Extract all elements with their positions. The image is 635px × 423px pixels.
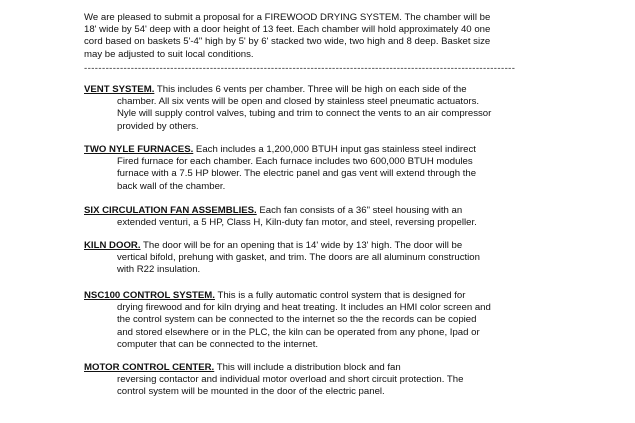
section-heading: TWO NYLE FURNACES.	[84, 144, 194, 155]
section-heading: KILN DOOR.	[84, 240, 141, 251]
section-heading: MOTOR CONTROL CENTER.	[84, 362, 215, 373]
section-text: This will include a distribution block and fan	[214, 362, 401, 373]
section-line: extended venturi, a 5 HP, Class H, Kiln-duty fan motor, and steel, reversing propeller.	[117, 217, 477, 229]
section-text: This includes 6 vents per chamber. Three will be high on each side of the	[154, 84, 467, 95]
section-line: back wall of the chamber.	[117, 180, 226, 192]
intro-line: 18' wide by 54' deep with a door height of 13 feet. Each chamber will hold approximately 40 one	[84, 24, 491, 36]
section-six-circulation-fan-assemblies	[84, 205, 564, 229]
intro-line: We are pleased to submit a proposal for a FIREWOOD DRYING SYSTEM. The chamber will be	[84, 12, 491, 23]
section-line: Nyle will supply control valves, tubing and trim to connect the vents to an air compressor	[117, 108, 492, 120]
section-text: The door will be for an opening that is 14' wide by 13' high. The door will be	[140, 240, 463, 251]
section-line: chamber. All six vents will be open and closed by stainless steel pneumatic actuators.	[117, 96, 480, 108]
section-nsc100-control-system	[84, 290, 564, 351]
section-line: furnace with a 7.5 HP blower. The electric panel and gas vent will extend through the	[117, 168, 477, 180]
section-text: Each fan consists of a 36" steel housing with an	[256, 205, 463, 216]
section-first-line	[84, 144, 564, 156]
section-line: with R22 insulation.	[117, 264, 201, 276]
section-first-line	[84, 290, 564, 302]
section-first-line	[84, 362, 564, 374]
section-motor-control-center	[84, 362, 564, 399]
section-text: Each includes a 1,200,000 BTUH input gas stainless steel indirect	[193, 144, 476, 155]
intro-line: may be adjusted to suit local conditions.	[84, 48, 254, 60]
section-first-line	[84, 205, 564, 217]
section-line: vertical bifold, prehung with gasket, and trim. The doors are all aluminum construction	[117, 252, 480, 264]
section-two-nyle-furnaces	[84, 144, 564, 193]
section-line: provided by others.	[117, 120, 199, 132]
section-text: This is a fully automatic control system that is designed for	[214, 290, 466, 301]
intro-line: cord based on baskets 5'-4" high by 5' by 6' stacked two wide, two high and 8 deep. Basket size	[84, 36, 491, 48]
section-first-line	[84, 240, 564, 252]
section-vent-system	[84, 84, 564, 133]
dashed-separator: ------------------------------------------------------------------------------------------------------------------------	[84, 63, 516, 74]
section-kiln-door	[84, 240, 564, 277]
section-line: the control system can be connected to the internet so the the records can be copied	[117, 314, 477, 326]
section-line: Fired furnace for each chamber. Each furnace includes two 600,000 BTUH modules	[117, 156, 473, 168]
section-line: computer that can be connected to the internet.	[117, 338, 319, 350]
intro-paragraph	[84, 12, 554, 61]
section-heading: VENT SYSTEM.	[84, 84, 155, 95]
section-line: reversing contactor and individual motor overload and short circuit protection. The	[117, 374, 464, 386]
section-heading: SIX CIRCULATION FAN ASSEMBLIES.	[84, 205, 257, 216]
section-line: and stored elsewhere or in the PLC, the kiln can be operated from any phone, Ipad or	[117, 326, 480, 338]
section-line: drying firewood and for kiln drying and heat treating. It includes an HMI color screen and	[117, 302, 491, 314]
section-heading: NSC100 CONTROL SYSTEM.	[84, 290, 215, 301]
section-line: control system will be mounted in the door of the electric panel.	[117, 386, 385, 398]
section-first-line	[84, 84, 564, 96]
